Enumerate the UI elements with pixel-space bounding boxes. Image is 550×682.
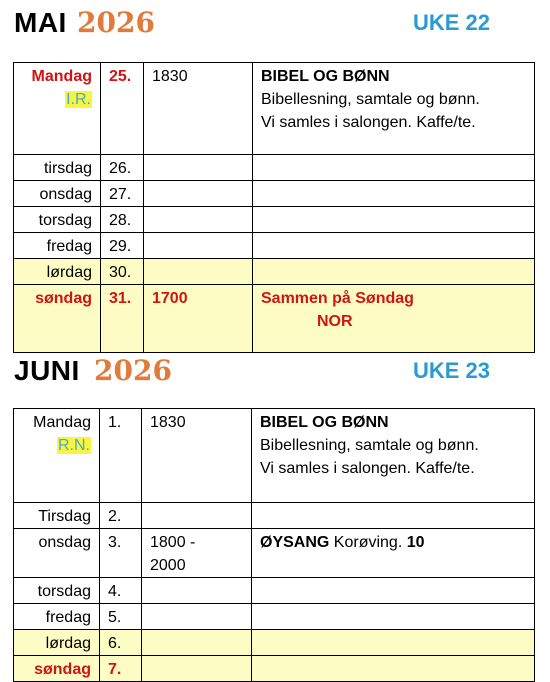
time-cell — [144, 181, 253, 207]
time-cell: 1700 — [144, 285, 253, 353]
table-row — [14, 259, 535, 285]
may-calendar-table — [13, 62, 535, 353]
event-cell — [252, 529, 535, 578]
time-cell — [144, 259, 253, 285]
date-cell: 27. — [101, 181, 144, 207]
day-label: Mandag — [33, 414, 91, 431]
date-cell: 2. — [100, 503, 142, 529]
date-cell: 26. — [101, 155, 144, 181]
event-description: Bibellesning, samtale og bønn. — [261, 91, 480, 108]
time-cell — [142, 656, 252, 682]
date-cell: 25. — [101, 63, 144, 155]
day-cell: onsdag — [14, 529, 100, 578]
time-start: 1800 - — [150, 534, 196, 551]
event-number: 10 — [406, 534, 425, 551]
table-row — [14, 181, 535, 207]
day-label: Mandag — [31, 68, 92, 85]
time-end: 2000 — [150, 557, 186, 574]
table-row — [14, 207, 535, 233]
event-title: BIBEL OG BØNN — [260, 414, 389, 431]
event-title: Sammen på Søndag — [261, 290, 414, 307]
table-row — [14, 529, 535, 578]
day-cell: lørdag — [14, 259, 101, 285]
time-cell — [144, 233, 253, 259]
event-cell — [253, 233, 535, 259]
time-cell — [142, 529, 252, 578]
table-row — [14, 155, 535, 181]
day-cell: fredag — [14, 233, 101, 259]
june-calendar-table — [13, 408, 535, 682]
time-cell — [144, 155, 253, 181]
day-cell: tirsdag — [14, 155, 101, 181]
event-cell — [253, 285, 535, 353]
table-row — [14, 503, 535, 529]
month-title: JUNI — [14, 355, 80, 386]
event-cell — [253, 259, 535, 285]
time-cell — [142, 630, 252, 656]
date-cell: 30. — [101, 259, 144, 285]
time-cell — [142, 604, 252, 630]
event-description: Korøving. — [329, 534, 407, 551]
year-title: 2026 — [94, 354, 172, 387]
table-row — [14, 233, 535, 259]
event-cell — [252, 409, 535, 503]
date-cell: 1. — [100, 409, 142, 503]
leader-initials: R.N. — [58, 437, 90, 454]
week-label: UKE 23 — [412, 358, 490, 383]
day-cell: søndag — [14, 285, 101, 353]
day-cell: søndag — [14, 656, 100, 682]
event-cell — [253, 155, 535, 181]
date-cell: 6. — [100, 630, 142, 656]
date-cell: 31. — [101, 285, 144, 353]
date-cell: 5. — [100, 604, 142, 630]
event-cell — [252, 503, 535, 529]
event-title: BIBEL OG BØNN — [261, 68, 390, 85]
table-row — [14, 285, 535, 353]
day-cell — [14, 63, 101, 155]
day-cell — [14, 409, 100, 503]
table-row — [14, 578, 535, 604]
event-description: Vi samles i salongen. Kaffe/te. — [260, 460, 475, 477]
date-cell: 28. — [101, 207, 144, 233]
time-cell: 1830 — [144, 63, 253, 155]
table-row — [14, 604, 535, 630]
event-location: NOR — [317, 313, 353, 330]
day-cell: Tirsdag — [14, 503, 100, 529]
date-cell: 4. — [100, 578, 142, 604]
event-cell — [253, 63, 535, 155]
time-cell — [142, 503, 252, 529]
time-cell — [142, 578, 252, 604]
table-row — [14, 630, 535, 656]
table-row — [14, 656, 535, 682]
time-cell: 1830 — [142, 409, 252, 503]
month-title: MAI — [14, 7, 67, 38]
day-cell: fredag — [14, 604, 100, 630]
leader-initials: I.R. — [66, 91, 91, 108]
date-cell: 29. — [101, 233, 144, 259]
week-label: UKE 22 — [412, 10, 490, 35]
table-row — [14, 63, 535, 155]
date-cell: 7. — [100, 656, 142, 682]
year-title: 2026 — [77, 6, 155, 39]
event-cell — [252, 604, 535, 630]
event-cell — [252, 656, 535, 682]
event-cell — [253, 181, 535, 207]
may-header — [14, 7, 534, 43]
event-cell — [253, 207, 535, 233]
event-cell — [252, 630, 535, 656]
day-cell: onsdag — [14, 181, 101, 207]
table-row — [14, 409, 535, 503]
day-cell: torsdag — [14, 578, 100, 604]
day-cell: torsdag — [14, 207, 101, 233]
event-cell — [252, 578, 535, 604]
time-cell — [144, 207, 253, 233]
day-cell: lørdag — [14, 630, 100, 656]
event-title: ØYSANG — [260, 534, 330, 551]
june-header — [14, 355, 534, 391]
event-description: Bibellesning, samtale og bønn. — [260, 437, 479, 454]
date-cell: 3. — [100, 529, 142, 578]
event-description: Vi samles i salongen. Kaffe/te. — [261, 114, 476, 131]
